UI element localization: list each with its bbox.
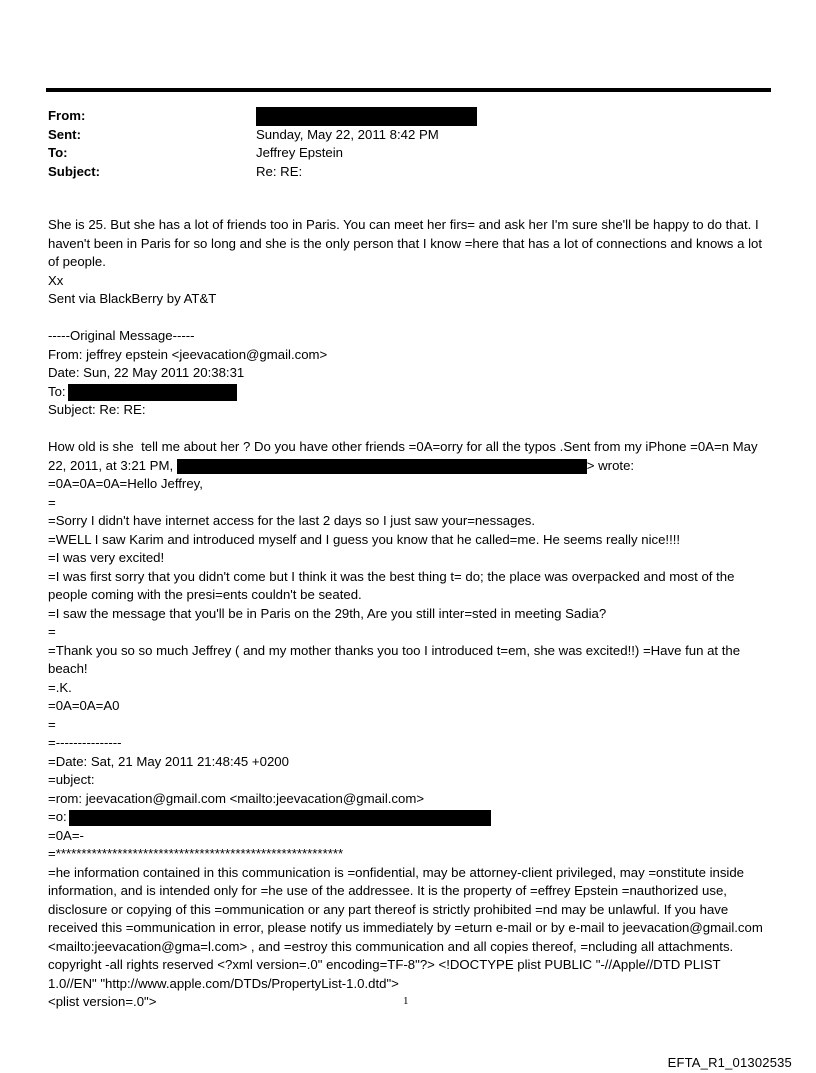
message-text: > wrote: <box>586 457 635 473</box>
message-line: =Thank you so so much Jeffrey ( and my mother thanks you too I introduced t=em, she was excited!!) =Have fun at the beach! <box>48 642 744 676</box>
subject-value: Re: RE: <box>256 163 303 179</box>
original-from: From: jeffrey epstein <jeevacation@gmail.com> <box>48 346 328 362</box>
sent-row <box>48 126 477 145</box>
message-line: =Sorry I didn't have internet access for the last 2 days so I just saw your=nessages. <box>48 513 536 528</box>
to-row <box>48 144 477 163</box>
message-line: =WELL I saw Karim and introduced myself and I guess you know that he called=me. He seems really nice!!!! <box>48 531 681 547</box>
reply-signoff: Xx <box>48 272 64 288</box>
message-line: =Date: Sat, 21 May 2011 21:48:45 +0200 <box>48 753 289 769</box>
sent-value: Sunday, May 22, 2011 8:42 PM <box>256 126 439 142</box>
redaction-box <box>68 384 237 401</box>
message-line: =.K. <box>48 679 72 695</box>
message-line <box>48 438 770 475</box>
to-value: Jeffrey Epstein <box>256 145 343 160</box>
message-to-line <box>48 808 770 827</box>
message-line: =rom: jeevacation@gmail.com <mailto:jeevacation@gmail.com> <box>48 790 425 806</box>
subject-row <box>48 163 477 182</box>
message-line: =0A=- <box>48 827 84 843</box>
header-rule <box>46 88 771 92</box>
original-subject: Subject: Re: RE: <box>48 402 146 417</box>
to-label: To: <box>48 145 68 160</box>
message-line: =ubject: <box>48 772 95 787</box>
message-line: =******************************************************** <box>48 846 344 861</box>
subject-label: Subject: <box>48 163 101 179</box>
message-line: =0A=0A=0A=Hello Jeffrey, <box>48 476 203 491</box>
message-line: <plist version=.0"> <box>48 994 157 1009</box>
message-line: = <box>48 716 56 732</box>
message-line: = <box>48 624 56 639</box>
page-number: 1 <box>403 995 409 1007</box>
email-header <box>48 107 477 181</box>
sent-label: Sent: <box>48 126 81 142</box>
bates-number: EFTA_R1_01302535 <box>667 1055 792 1070</box>
original-separator: -----Original Message----- <box>48 328 195 343</box>
message-text: How old is she tell me about her ? Do you have other friends =0A=orry for all the typos .Sent from my iPhone =0A=n May 22, 2011, at 3:21 PM, <box>48 439 762 473</box>
from-row <box>48 107 477 126</box>
email-body <box>48 216 770 1012</box>
message-line: =0A=0A=A0 <box>48 698 120 713</box>
message-to-label: =o: <box>48 809 67 824</box>
original-to-label: To: <box>48 383 66 399</box>
disclaimer-paragraph: =he information contained in this communication is =onfidential, may be attorney-client privileged, may =onstitute inside information, and is intended only for =he use of the addressee. It is the property of =effrey Epstein =nauthorized use, disclosure or copying of this =ommunication or any part thereof is strictly prohibited =nd may be unlawful. If you have received this =ommunication in error, please notify us immediately by =eturn e-mail or by e-mail to jeevacation@gmail.com <mailto:jeevacation@gma=l.com> , and =estroy this communication and all copies thereof, =ncluding all attachments. copyright -all rights reserved <?xml version=.0" encoding=TF-8"?> <!DOCTYPE plist PUBLIC "-//Apple//DTD PLIST 1.0//EN" "http://www.apple.com/DTDs/PropertyList-1.0.dtd"> <box>48 864 767 991</box>
message-line: =I was very excited! <box>48 550 165 565</box>
original-to <box>48 383 770 402</box>
message-line: =I was first sorry that you didn't come but I think it was the best thing t= do; the place was overpacked and most of the people coming with the presi=ents couldn't be seated. <box>48 568 739 602</box>
redaction-box <box>69 810 491 826</box>
redaction-box <box>256 107 477 126</box>
redaction-box <box>177 459 587 474</box>
message-line: = <box>48 494 56 510</box>
original-date: Date: Sun, 22 May 2011 20:38:31 <box>48 365 245 380</box>
reply-paragraph: She is 25. But she has a lot of friends too in Paris. You can meet her firs= and ask her I'm sure she'll be happy to do that. I haven't been in Paris for so long and she is the only person that I know =here that has a lot of connections and knows a lot of people. <box>48 217 766 269</box>
from-label: From: <box>48 108 86 123</box>
message-line: =I saw the message that you'll be in Paris on the 29th, Are you still inter=sted in meeting Sadia? <box>48 605 607 621</box>
reply-signature: Sent via BlackBerry by AT&T <box>48 291 217 306</box>
message-line: =--------------- <box>48 735 122 750</box>
